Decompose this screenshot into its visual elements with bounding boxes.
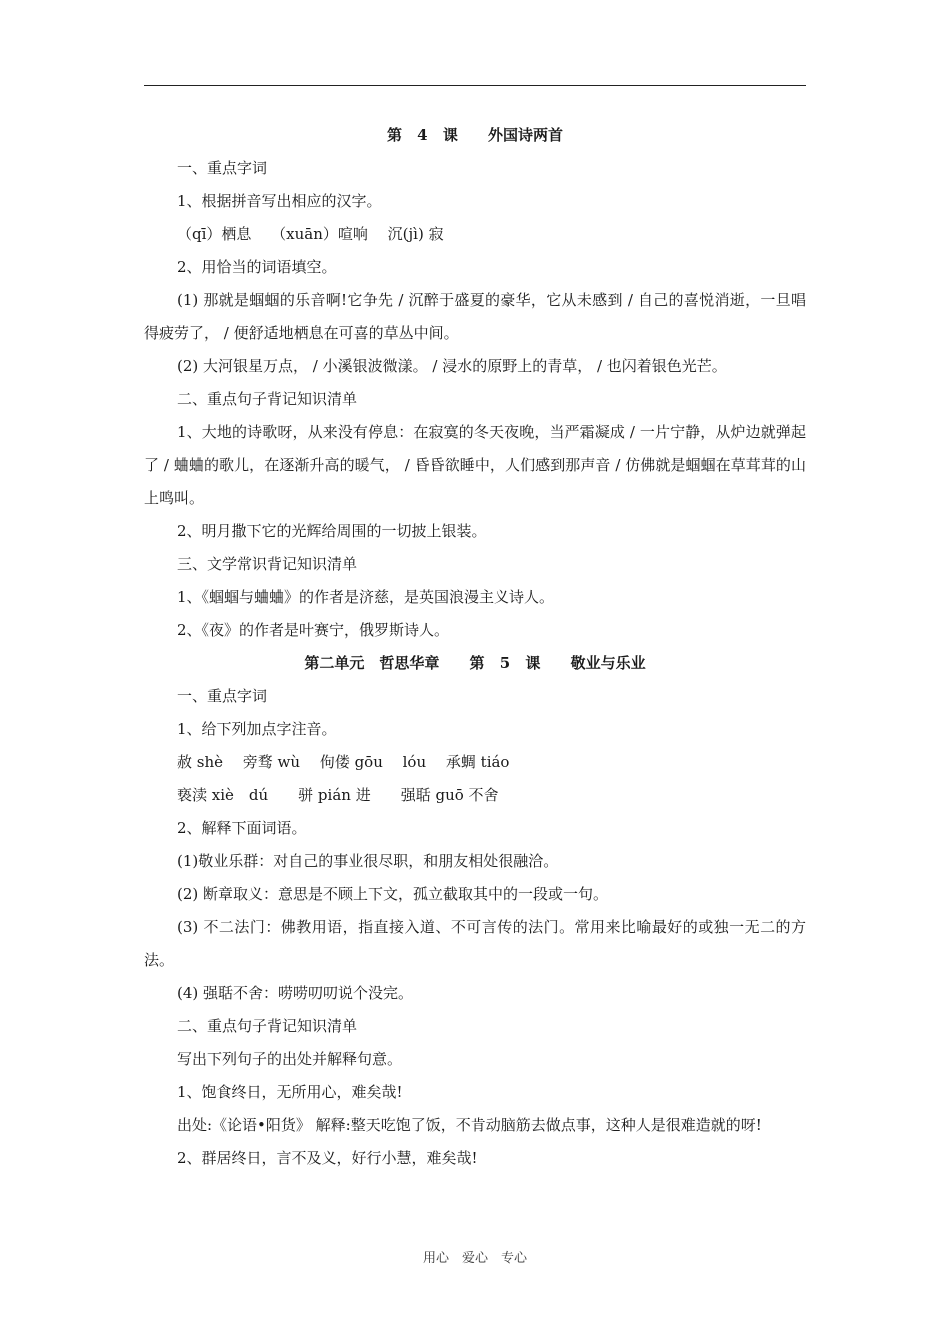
lesson5-sentence-1-source: 出处:《论语•阳货》 解释:整天吃饱了饭，不肯动脑筋去做点事，这种人是很难造就的呀! [177,1116,762,1134]
lesson5-title: 第二单元 哲思华章 第 5 课 敬业与乐业 [304,654,646,672]
lesson5-sentence-1: 1、饱食终日，无所用心，难矣哉! [177,1083,403,1101]
lesson5-definition-2: (2) 断章取义：意思是不顾上下文，孤立截取其中的一段或一句。 [177,885,609,903]
lesson4-section3-item2: 2、《夜》的作者是叶赛宁，俄罗斯诗人。 [177,621,450,639]
lesson4-section2-heading: 二、重点句子背记知识清单 [177,390,358,408]
document-body [144,119,806,1175]
lesson5-definition-3: (3) 不二法门：佛教用语，指直接入道、不可言传的法门。常用来比喻最好的或独一无二的方法。 [144,918,806,969]
lesson5-pinyin-row1: 赦 shè 旁骛 wù 佝偻 gōu lóu 承蜩 tiáo [177,753,510,771]
lesson4-section2-item1: 1、大地的诗歌呀，从来没有停息：在寂寞的冬天夜晚，当严霜凝成 / 一片宁静，从炉边就弹起了 / 蛐蛐的歌儿，在逐渐升高的暖气， / 昏昏欲睡中，人们感到那声音 / 仿佛就是蝈蝈在草茸茸的山上鸣叫。 [144,423,806,507]
lesson5-section2-heading: 二、重点句子背记知识清单 [177,1017,358,1035]
lesson4-q2-item1: (1) 那就是蝈蝈的乐音啊!它争先 / 沉醉于盛夏的豪华，它从未感到 / 自己的喜悦消逝，一旦唱得疲劳了， / 便舒适地栖息在可喜的草丛中间。 [144,291,806,342]
lesson4-title: 第 4 课 外国诗两首 [386,126,564,144]
lesson5-section1-heading: 一、重点字词 [177,687,268,705]
header-rule [144,85,806,86]
lesson5-definition-1: (1)敬业乐群：对自己的事业很尽职，和朋友相处很融洽。 [177,852,559,870]
lesson5-sentence-2: 2、群居终日，言不及义，好行小慧，难矣哉! [177,1149,478,1167]
lesson4-section3-heading: 三、文学常识背记知识清单 [177,555,358,573]
lesson4-section2-item2: 2、明月撒下它的光辉给周围的一切披上银装。 [177,522,487,540]
page-footer: 用心 爱心 专心 [422,1251,527,1266]
lesson5-q2: 2、解释下面词语。 [177,819,307,837]
lesson4-q2-item2: (2) 大河银星万点， / 小溪银波微漾。 / 浸水的原野上的青草， / 也闪着银色光芒。 [177,357,727,375]
lesson5-q1: 1、给下列加点字注音。 [177,720,337,738]
lesson4-q2: 2、用恰当的词语填空。 [177,258,337,276]
lesson5-section2-intro: 写出下列句子的出处并解释句意。 [177,1050,403,1068]
lesson4-q1: 1、根据拼音写出相应的汉字。 [177,192,382,210]
lesson5-pinyin-row2: 亵渎 xiè dú 骈 pián 进 强聒 guō 不舍 [177,786,499,804]
lesson4-section3-item1: 1、《蝈蝈与蛐蛐》的作者是济慈，是英国浪漫主义诗人。 [177,588,555,606]
lesson4-q1-answer: （qī）栖息 （xuān）喧响 沉(jì) 寂 [177,225,444,243]
lesson5-definition-4: (4) 强聒不舍：唠唠叨叨说个没完。 [177,984,414,1002]
lesson4-section1-heading: 一、重点字词 [177,159,268,177]
